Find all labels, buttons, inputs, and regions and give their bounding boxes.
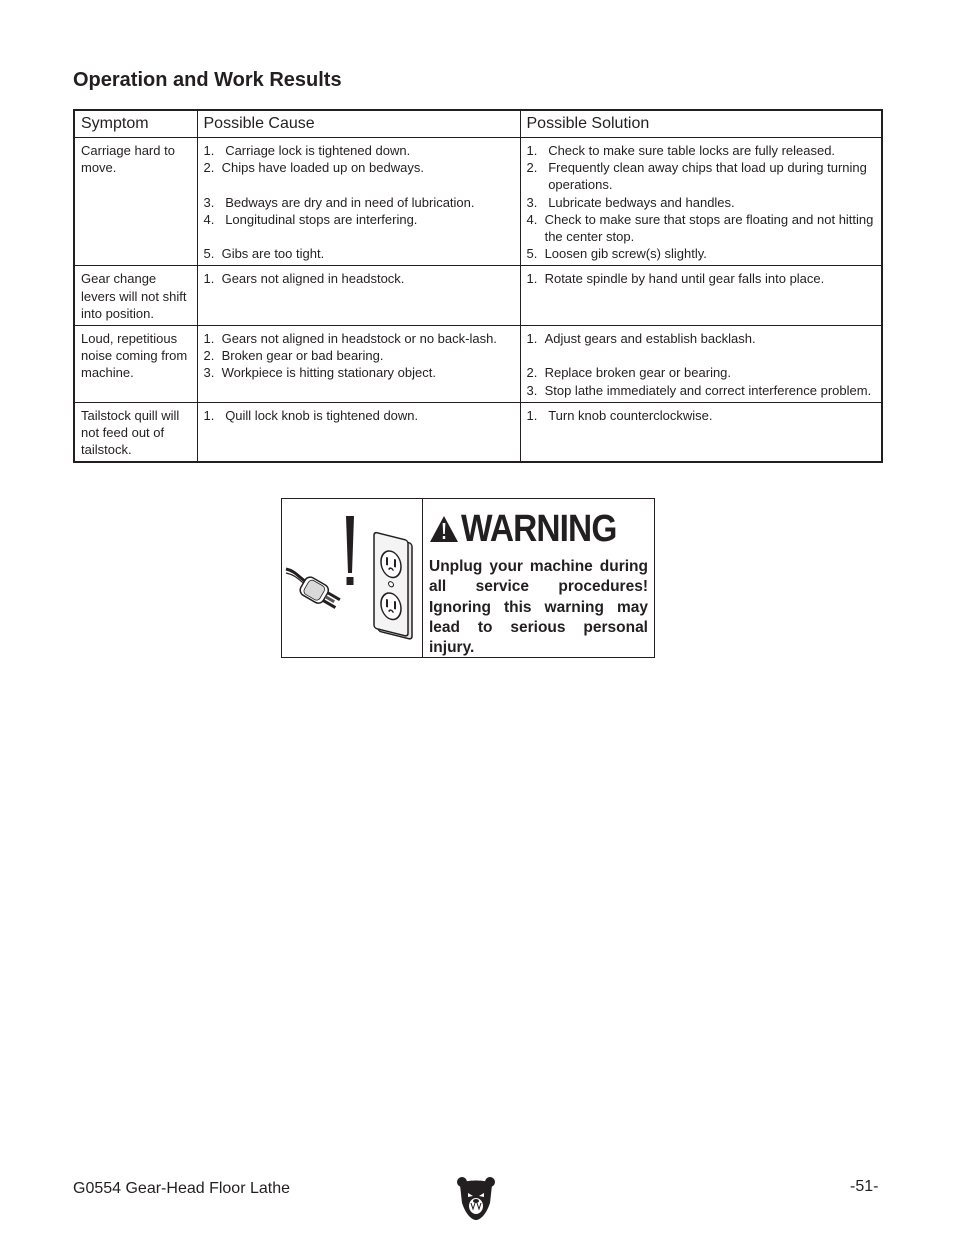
- item-text: Check to make sure that stops are floating and not hitting the center stop.: [544, 211, 874, 245]
- table-row: [74, 266, 882, 326]
- solution-item: [527, 270, 876, 287]
- item-text: Frequently clean away chips that load up during turning operations.: [548, 160, 867, 193]
- item-text: Carriage lock is tightened down.: [225, 143, 411, 158]
- cause-item: [204, 347, 514, 364]
- item-text: Bedways are dry and in need of lubrication.: [225, 194, 475, 210]
- item-text: Workpiece is hitting stationary object.: [221, 365, 436, 381]
- item-number: 2.: [526, 365, 545, 381]
- item-number: 1.: [526, 331, 545, 347]
- spacer: [204, 228, 514, 245]
- solution-cell: [520, 402, 882, 462]
- item-text: Check to make sure table locks are fully released.: [548, 143, 836, 158]
- solution-item: [527, 330, 876, 347]
- item-text: Rotate spindle by hand until gear falls into place.: [544, 271, 825, 287]
- item-number: 3.: [526, 194, 549, 210]
- item-text: Quill lock knob is tightened down.: [225, 407, 419, 423]
- item-text: Chips have loaded up on bedways.: [221, 160, 424, 176]
- symptom-cell: Loud, repetitious noise coming from machine.: [74, 326, 197, 403]
- cause-cell: [197, 326, 520, 403]
- warning-triangle-icon: [429, 514, 459, 544]
- item-number: 2.: [203, 160, 222, 176]
- cause-cell: [197, 402, 520, 462]
- warning-heading: WARNING: [461, 507, 617, 550]
- cause-cell: [197, 266, 520, 326]
- item-number: 1.: [526, 143, 549, 158]
- item-number: 1.: [526, 271, 545, 287]
- plug-outlet-icon: [282, 499, 422, 659]
- solution-item: [527, 194, 876, 211]
- item-text: Broken gear or bad bearing.: [221, 348, 384, 364]
- cause-item: [204, 245, 514, 262]
- solution-item: [527, 142, 876, 159]
- spacer: [527, 347, 876, 364]
- troubleshooting-table: [73, 109, 883, 463]
- item-number: 3.: [203, 194, 226, 210]
- header-possible-solution: Possible Solution: [520, 110, 882, 138]
- cause-item: [204, 364, 514, 381]
- solution-cell: [520, 326, 882, 403]
- page-number: -51-: [850, 1178, 879, 1195]
- cause-item: [204, 194, 514, 211]
- item-number: 1.: [203, 143, 226, 158]
- item-number: 1.: [203, 271, 222, 287]
- spacer: [204, 176, 514, 193]
- item-number: 2.: [526, 160, 549, 176]
- grizzly-bear-logo: [456, 1175, 496, 1221]
- solution-item: [527, 159, 876, 193]
- footer-model: G0554 Gear-Head Floor Lathe: [73, 1180, 291, 1197]
- item-number: 4.: [203, 211, 226, 227]
- item-text: Gears not aligned in headstock or no back-lash.: [221, 331, 497, 347]
- item-number: 4.: [526, 211, 545, 227]
- item-number: 5.: [203, 246, 222, 262]
- item-text: Adjust gears and establish backlash.: [544, 331, 756, 347]
- item-number: 1.: [526, 407, 549, 423]
- cause-item: [204, 211, 514, 228]
- cause-item: [204, 159, 514, 176]
- cause-item: [204, 330, 514, 347]
- solution-item: [527, 382, 876, 399]
- item-text: Gears not aligned in headstock.: [221, 271, 405, 287]
- symptom-cell: Gear change levers will not shift into position.: [74, 266, 197, 326]
- cause-item: [204, 270, 514, 287]
- warning-content: [423, 499, 654, 657]
- header-symptom: Symptom: [74, 110, 197, 138]
- warning-text: Unplug your machine during all service procedures! Ignoring this warning may lead to serious personal injury.: [429, 558, 648, 657]
- cause-item: [204, 407, 514, 424]
- unplug-illustration: [282, 499, 423, 657]
- table-header-row: [74, 110, 882, 138]
- cause-cell: [197, 138, 520, 266]
- item-text: Loosen gib screw(s) slightly.: [544, 246, 707, 262]
- item-number: 1.: [203, 331, 222, 347]
- header-possible-cause: Possible Cause: [197, 110, 520, 138]
- solution-cell: [520, 266, 882, 326]
- solution-item: [527, 364, 876, 381]
- cause-item: [204, 142, 514, 159]
- item-number: 3.: [203, 365, 222, 381]
- item-text: Lubricate bedways and handles.: [548, 194, 735, 210]
- item-number: 2.: [203, 348, 222, 364]
- item-number: 3.: [526, 382, 545, 398]
- symptom-cell: Tailstock quill will not feed out of tailstock.: [74, 402, 197, 462]
- item-text: Replace broken gear or bearing.: [544, 365, 732, 381]
- item-number: 5.: [526, 246, 545, 262]
- solution-item: [527, 245, 876, 262]
- table-row: [74, 138, 882, 266]
- item-text: Turn knob counterclockwise.: [548, 407, 713, 423]
- solution-item: [527, 407, 876, 424]
- section-title: Operation and Work Results: [73, 69, 342, 91]
- warning-box: [281, 498, 655, 658]
- item-number: 1.: [203, 407, 226, 423]
- symptom-cell: Carriage hard to move.: [74, 138, 197, 266]
- item-text: Stop lathe immediately and correct interference problem.: [544, 382, 872, 398]
- item-text: Gibs are too tight.: [221, 246, 325, 262]
- item-text: Longitudinal stops are interfering.: [225, 211, 418, 227]
- table-row: [74, 402, 882, 462]
- solution-cell: [520, 138, 882, 266]
- table-row: [74, 326, 882, 403]
- solution-item: [527, 211, 876, 245]
- warning-header: [429, 505, 648, 553]
